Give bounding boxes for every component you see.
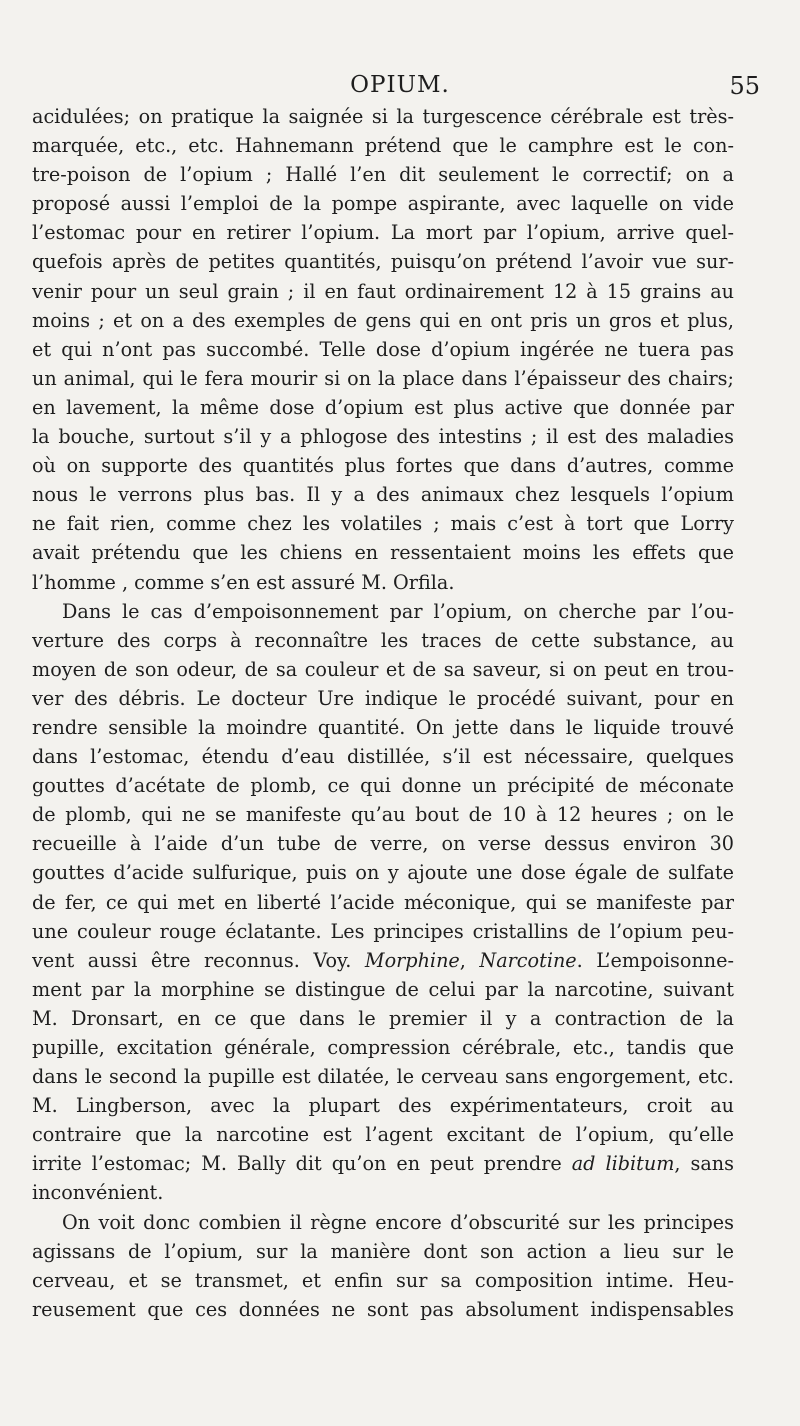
text-run: l’estomac pour en retirer l’opium. La mort par l’opium, arrive quel- — [32, 221, 734, 245]
text-line — [32, 742, 734, 771]
text-line — [32, 975, 734, 1004]
text-run: avait prétendu que les chiens en ressentaient moins les effets que — [32, 541, 734, 565]
text-run: moyen de son odeur, de sa couleur et de sa saveur, si on peut en trou- — [32, 657, 734, 681]
text-run: en lavement, la même dose d’opium est plus active que donnée par — [32, 395, 734, 419]
text-line — [32, 131, 734, 160]
text-run: l’homme , comme s’en est assuré M. Orfila. — [32, 570, 455, 594]
text-line — [32, 1295, 734, 1324]
text-run: une couleur rouge éclatante. Les principes cristallins de l’opium peu- — [32, 919, 734, 943]
text-line — [32, 218, 734, 247]
text-line — [32, 364, 734, 393]
text-line — [32, 1062, 734, 1091]
text-line — [32, 480, 734, 509]
text-line — [32, 829, 734, 858]
text-line — [32, 858, 734, 887]
text-line — [32, 277, 734, 306]
text-line — [32, 1266, 734, 1295]
text-run: acidulées; on pratique la saignée si la turgescence cérébrale est très- — [32, 105, 734, 128]
text-line — [32, 1237, 734, 1266]
text-run: gouttes d’acide sulfurique, puis on y ajoute une dose égale de sulfate — [32, 861, 734, 885]
text-run: pupille, excitation générale, compression cérébrale, etc., tandis que — [32, 1036, 734, 1059]
text-run: contraire que la narcotine est l’agent excitant de l’opium, qu’elle — [32, 1123, 734, 1147]
text-run: recueille à l’aide d’un tube de verre, on verse dessus environ 30 — [32, 832, 734, 856]
text-run: proposé aussi l’emploi de la pompe aspirante, avec laquelle on vide — [32, 192, 734, 216]
text-run: Dans le cas d’empoisonnement par l’opium, on cherche par l’ou- — [62, 599, 734, 623]
text-run: verture des corps à reconnaître les traces de cette substance, au — [32, 628, 734, 652]
text-run: M. Dronsart, en ce que dans le premier il y a contraction de la — [32, 1006, 734, 1030]
text-line — [32, 568, 734, 597]
text-line — [32, 888, 734, 917]
text-line — [32, 393, 734, 422]
text-run: agissans de l’opium, sur la manière dont son action a lieu sur le — [32, 1239, 734, 1263]
text-run: M. Lingberson, avec la plupart des expérimentateurs, croit au — [32, 1094, 734, 1118]
text-line — [32, 1149, 734, 1178]
text-run: marquée, etc., etc. Hahnemann prétend que le camphre est le con- — [32, 134, 734, 158]
text-run: irrite l’estomac; M. Bally dit qu’on en peut prendre — [32, 1152, 572, 1176]
text-line — [32, 509, 734, 538]
text-line — [32, 422, 734, 451]
text-run: , sans — [674, 1152, 734, 1176]
text-run: ver des débris. Le docteur Ure indique le procédé suivant, pour en — [32, 686, 734, 710]
page-number: 55 — [729, 72, 760, 100]
text-line — [32, 713, 734, 742]
text-line — [32, 1178, 734, 1207]
text-line — [32, 1091, 734, 1120]
text-run: dans l’estomac, étendu d’eau distillée, s’il est nécessaire, quelques — [32, 745, 734, 769]
text-line — [32, 160, 734, 189]
text-line — [32, 1004, 734, 1033]
text-line — [32, 102, 734, 131]
body-text — [32, 102, 734, 1324]
text-run: de plomb, qui ne se manifeste qu’au bout de 10 à 12 heures ; on le — [32, 803, 734, 827]
text-run: gouttes d’acétate de plomb, ce qui donne un précipité de méconate — [32, 774, 734, 798]
text-line — [32, 335, 734, 364]
text-run: nous le verrons plus bas. Il y a des animaux chez lesquels l’opium — [32, 483, 734, 507]
text-run: moins ; et on a des exemples de gens qui en ont pris un gros et plus, — [32, 308, 734, 332]
text-line — [32, 538, 734, 567]
text-line — [32, 800, 734, 829]
text-run: tre-poison de l’opium ; Hallé l’en dit seulement le correctif; on a — [32, 163, 734, 187]
text-line — [32, 1120, 734, 1149]
text-run: rendre sensible la moindre quantité. On jette dans le liquide trouvé — [32, 715, 734, 739]
text-run: , — [459, 948, 480, 972]
text-line — [32, 1208, 734, 1237]
text-run: où on supporte des quantités plus fortes que dans d’autres, comme — [32, 454, 734, 478]
text-line — [32, 655, 734, 684]
text-run: un animal, qui le fera mourir si on la place dans l’épaisseur des chairs; — [32, 366, 734, 390]
text-line — [32, 247, 734, 276]
text-run: dans le second la pupille est dilatée, le cerveau sans engorgement, etc. — [32, 1065, 734, 1089]
text-line — [32, 306, 734, 335]
text-run: de fer, ce qui met en liberté l’acide méconique, qui se manifeste par — [32, 890, 734, 914]
text-run: reusement que ces données ne sont pas absolument indispensables — [32, 1297, 734, 1321]
text-line — [32, 626, 734, 655]
italic-term: Narcotine — [479, 948, 577, 972]
text-line — [32, 451, 734, 480]
text-line — [32, 946, 734, 975]
text-run: cerveau, et se transmet, et enfin sur sa composition intime. Heu- — [32, 1268, 734, 1292]
text-run: vent aussi être reconnus. Voy. — [32, 948, 365, 972]
text-run: On voit donc combien il règne encore d’obscurité sur les principes — [62, 1210, 734, 1234]
text-line — [32, 1033, 734, 1062]
text-run: inconvénient. — [32, 1181, 164, 1205]
text-line — [32, 917, 734, 946]
text-run: ment par la morphine se distingue de celui par la narcotine, suivant — [32, 977, 734, 1001]
italic-term: Morphine — [364, 948, 460, 972]
text-run: . L’empoisonne- — [576, 948, 734, 972]
text-line — [32, 684, 734, 713]
text-line — [32, 597, 734, 626]
text-line — [32, 189, 734, 218]
text-run: et qui n’ont pas succombé. Telle dose d’opium ingérée ne tuera pas — [32, 337, 734, 361]
italic-term: ad libitum — [571, 1152, 675, 1176]
text-run: la bouche, surtout s’il y a phlogose des intestins ; il est des maladies — [32, 425, 734, 449]
text-run: venir pour un seul grain ; il en faut ordinairement 12 à 15 grains au — [32, 279, 734, 303]
text-run: quefois après de petites quantités, puisqu’on prétend l’avoir vue sur- — [32, 250, 734, 274]
text-line — [32, 771, 734, 800]
text-run: ne fait rien, comme chez les volatiles ; mais c’est à tort que Lorry — [32, 512, 734, 536]
running-title: OPIUM. — [350, 72, 450, 98]
